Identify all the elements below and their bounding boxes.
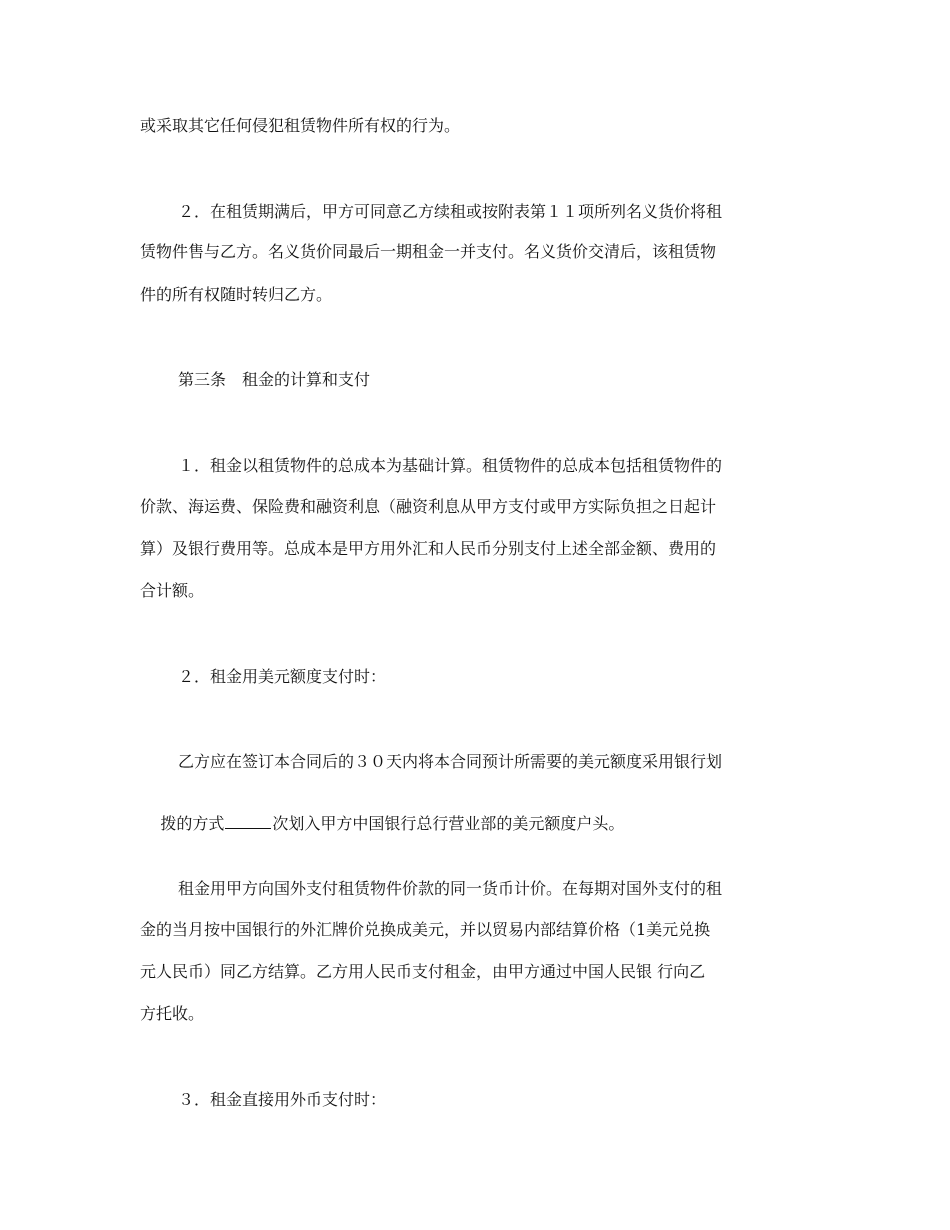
text-line: ３．租金直接用外币支付时： [178,1090,387,1109]
section-heading: 第三条 租金的计算和支付 [178,370,371,389]
text-segment: 拨的方式 [160,814,225,833]
text-line: ２．在租赁期满后，甲方可同意乙方续租或按附表第１１项所列名义货价将租 [178,202,723,221]
text-line: １．租金以租赁物件的总成本为基础计算。租赁物件的总成本包括租赁物件的 [178,456,723,475]
text-segment: 次划入甲方中国银行总行营业部的美元额度户头。 [272,814,625,833]
text-line: 算）及银行费用等。总成本是甲方用外汇和人民币分别支付上述全部金额、费用的 [140,539,717,558]
text-line: 乙方应在签订本合同后的３０天内将本合同预计所需要的美元额度采用银行划 [178,752,723,771]
text-line: 租金用甲方向国外支付租赁物件价款的同一货币计价。在每期对国外支付的租 [178,879,723,898]
text-line: 件的所有权随时转归乙方。 [140,285,333,304]
text-line: 方托收。 [140,1004,205,1023]
text-line: 合计额。 [140,581,205,600]
text-line-with-blank [0,794,950,854]
text-line: 元人民币）同乙方结算。乙方用人民币支付租金，由甲方通过中国人民银 行向乙 [140,962,706,981]
fill-in-blank [225,814,271,829]
text-line: 或采取其它任何侵犯租赁物件所有权的行为。 [140,116,461,135]
text-line: ２．租金用美元额度支付时： [178,667,387,686]
text-line: 金的当月按中国银行的外汇牌价兑换成美元，并以贸易内部结算价格（1美元兑换 [140,920,711,939]
text-line: 价款、海运费、保险费和融资利息（融资利息从甲方支付或甲方实际负担之日起计 [140,497,717,516]
text-line: 赁物件售与乙方。名义货价同最后一期租金一并支付。名义货价交清后，该租赁物 [140,242,717,261]
